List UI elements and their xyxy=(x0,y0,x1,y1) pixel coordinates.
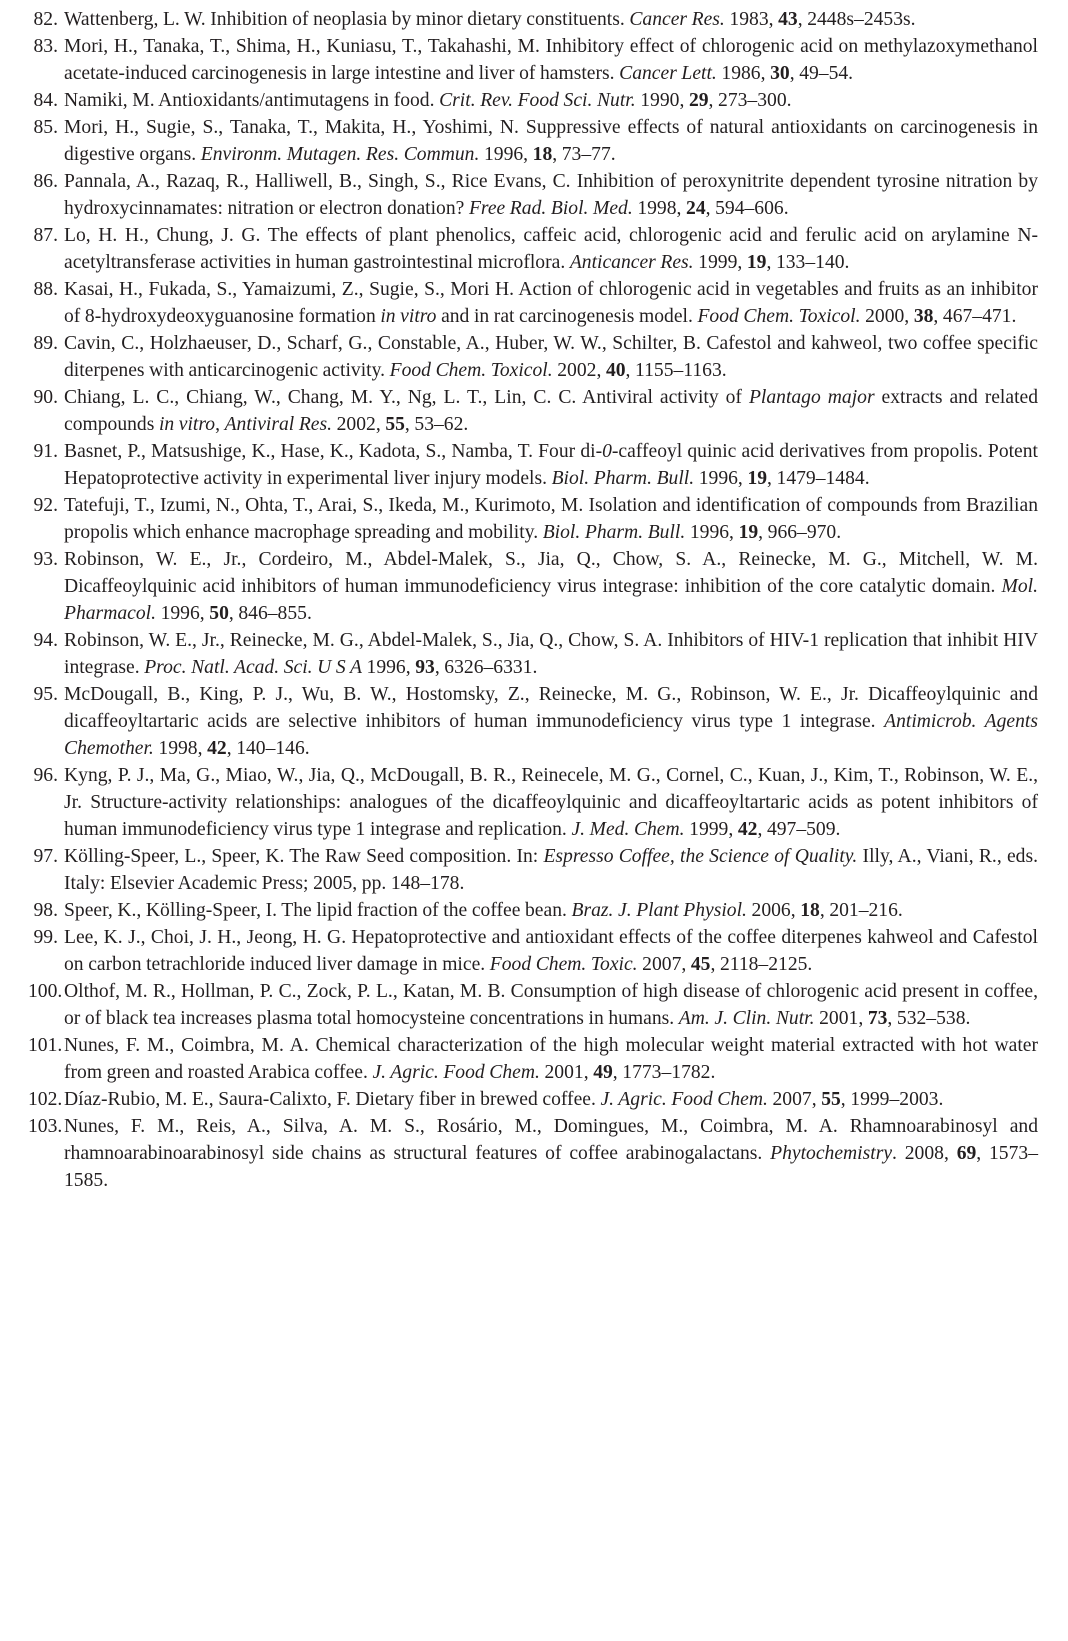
reference-number: 86. xyxy=(33,171,58,192)
reference-segment: 1996, xyxy=(155,603,210,624)
reference-italic-segment: Antimicrob. Agents Chemother. xyxy=(64,711,1038,759)
reference-italic-segment: in vitro xyxy=(158,414,216,435)
reference-text xyxy=(64,1113,1038,1194)
reference-italic-segment: Anticancer Res. xyxy=(569,252,694,273)
reference-item xyxy=(28,924,1038,978)
reference-segment: 1998, xyxy=(153,738,208,759)
reference-item xyxy=(28,897,1038,924)
reference-item xyxy=(28,384,1038,438)
reference-segment: , 846–855. xyxy=(228,603,312,624)
reference-item xyxy=(28,1086,1038,1113)
reference-item xyxy=(28,222,1038,276)
reference-volume: 19 xyxy=(746,252,767,273)
reference-segment: , 497–509. xyxy=(757,819,841,840)
reference-number: 92. xyxy=(33,495,58,516)
reference-segment: 2006, xyxy=(746,900,801,921)
reference-number: 102. xyxy=(28,1089,63,1110)
reference-number: 99. xyxy=(33,927,58,948)
reference-item xyxy=(28,627,1038,681)
reference-text xyxy=(64,546,1038,627)
reference-italic-segment: Cancer Lett. xyxy=(619,63,717,84)
reference-number: 89. xyxy=(33,333,58,354)
reference-segment: , 594–606. xyxy=(705,198,789,219)
reference-volume: 19 xyxy=(738,522,759,543)
reference-italic-segment: Environm. Mutagen. Res. Commun. xyxy=(200,144,480,165)
reference-number: 90. xyxy=(33,387,58,408)
reference-volume: 49 xyxy=(593,1062,613,1083)
reference-segment: Kyng, P. J., Ma, G., Miao, W., Jia, Q., McDougall, B. R., Reinecele, M. G., Cornel, C., Kuan, J., Kim, T., Robinson, W. E., Jr. Structure-activity relationships: analogues of the dicaffeoylquinic and dicaffeoyltartaric acids as potent inhibitors of human immunodeficiency virus type 1 integrase and replication. xyxy=(64,765,1038,840)
reference-italic-segment: Crit. Rev. Food Sci. Nutr. xyxy=(439,90,636,111)
reference-text xyxy=(64,87,1038,114)
reference-number: 91. xyxy=(33,441,58,462)
reference-list xyxy=(28,6,1038,1194)
reference-italic-segment: Food Chem. Toxicol. xyxy=(697,306,861,327)
reference-text xyxy=(64,1032,1038,1086)
reference-volume: 42 xyxy=(737,819,758,840)
reference-segment: 1998, xyxy=(632,198,687,219)
reference-text xyxy=(64,276,1038,330)
reference-segment: 1996, xyxy=(361,657,416,678)
reference-volume: 19 xyxy=(747,468,768,489)
reference-number: 96. xyxy=(33,765,58,786)
reference-segment: 2000, xyxy=(860,306,914,327)
reference-text xyxy=(64,681,1038,762)
reference-text xyxy=(64,627,1038,681)
reference-text xyxy=(64,897,1038,924)
reference-volume: 42 xyxy=(207,738,227,759)
reference-segment: 2001, xyxy=(539,1062,594,1083)
reference-segment: , 73–77. xyxy=(552,144,616,165)
reference-segment: Kölling-Speer, L., Speer, K. The Raw Seed composition. In: xyxy=(64,846,544,867)
reference-text xyxy=(64,33,1038,87)
reference-segment: , 140–146. xyxy=(226,738,310,759)
reference-segment: 1996, xyxy=(694,468,748,489)
reference-segment: , 201–216. xyxy=(819,900,903,921)
reference-segment: , 2118–2125. xyxy=(710,954,813,975)
reference-volume: 55 xyxy=(821,1089,841,1110)
reference-segment: Nunes, F. M., Coimbra, M. A. Chemical characterization of the high molecular weight material extracted with hot water from green and roasted Arabica coffee. xyxy=(64,1035,1038,1083)
reference-segment: 1996, xyxy=(685,522,739,543)
reference-segment: 2001, xyxy=(814,1008,868,1029)
reference-number: 97. xyxy=(33,846,58,867)
reference-italic-segment: Cancer Res. xyxy=(629,9,725,30)
reference-number: 95. xyxy=(33,684,58,705)
reference-segment: , 966–970. xyxy=(758,522,842,543)
reference-volume: 18 xyxy=(800,900,820,921)
reference-volume: 69 xyxy=(956,1143,977,1164)
reference-volume: 43 xyxy=(778,9,798,30)
reference-item xyxy=(28,762,1038,843)
reference-text xyxy=(64,492,1038,546)
reference-volume: 38 xyxy=(913,306,934,327)
reference-text xyxy=(64,168,1038,222)
reference-number: 82. xyxy=(33,9,58,30)
reference-volume: 18 xyxy=(532,144,553,165)
reference-number: 85. xyxy=(33,117,58,138)
reference-text xyxy=(64,222,1038,276)
reference-segment: -caffeoyl quinic acid derivatives from propolis. Potent Hepatoprotective activity in experimental liver injury models. xyxy=(64,441,1038,489)
reference-text xyxy=(64,1086,1038,1113)
reference-segment: , 1573–1585. xyxy=(64,1143,1038,1191)
reference-volume: 73 xyxy=(867,1008,888,1029)
reference-text xyxy=(64,438,1038,492)
reference-number: 103. xyxy=(28,1116,63,1137)
reference-segment: Basnet, P., Matsushige, K., Hase, K., Kadota, S., Namba, T. Four di- xyxy=(64,441,603,462)
reference-segment: and in rat carcinogenesis model. xyxy=(436,306,698,327)
reference-item xyxy=(28,168,1038,222)
reference-volume: 24 xyxy=(686,198,706,219)
reference-volume: 45 xyxy=(690,954,711,975)
reference-italic-segment: Free Rad. Biol. Med. xyxy=(468,198,633,219)
reference-segment: 1999, xyxy=(684,819,738,840)
reference-text xyxy=(64,384,1038,438)
reference-segment: 2007, xyxy=(767,1089,822,1110)
reference-segment: , 49–54. xyxy=(789,63,854,84)
reference-volume: 29 xyxy=(688,90,709,111)
reference-segment: Cavin, C., Holzhaeuser, D., Scharf, G., Constable, A., Huber, W. W., Schilter, B. Cafestol and kahweol, two coffee specific diterpenes with anticarcinogenic activity. xyxy=(64,333,1038,381)
reference-segment: Speer, K., Kölling-Speer, I. The lipid fraction of the coffee bean. xyxy=(64,900,572,921)
reference-italic-segment: Espresso Coffee, the Science of Quality. xyxy=(543,846,858,867)
reference-italic-segment: Biol. Pharm. Bull. xyxy=(551,468,695,489)
reference-italic-segment: 0 xyxy=(602,441,612,462)
reference-italic-segment: in vitro xyxy=(380,306,437,327)
reference-number: 94. xyxy=(33,630,58,651)
reference-italic-segment: Braz. J. Plant Physiol. xyxy=(571,900,747,921)
reference-number: 87. xyxy=(33,225,58,246)
reference-segment: 1983, xyxy=(724,9,779,30)
reference-segment: Lee, K. J., Choi, J. H., Jeong, H. G. Hepatoprotective and antioxidant effects of the coffee diterpenes kahweol and Cafestol on carbon tetrachloride induced liver damage in mice. xyxy=(64,927,1038,975)
reference-segment: Illy, A., Viani, R., eds. Italy: Elsevier Academic Press; 2005, pp. 148–178. xyxy=(64,846,1038,894)
reference-item xyxy=(28,1032,1038,1086)
reference-italic-segment: Food Chem. Toxicol. xyxy=(389,360,553,381)
reference-italic-segment: Food Chem. Toxic. xyxy=(489,954,638,975)
reference-italic-segment: J. Agric. Food Chem. xyxy=(372,1062,540,1083)
reference-segment: , 53–62. xyxy=(404,414,469,435)
reference-segment: Díaz-Rubio, M. E., Saura-Calixto, F. Dietary fiber in brewed coffee. xyxy=(64,1089,601,1110)
reference-italic-segment: Proc. Natl. Acad. Sci. U S A xyxy=(144,657,362,678)
reference-number: 83. xyxy=(33,36,58,57)
reference-segment: 1990, xyxy=(635,90,689,111)
reference-italic-segment: Antiviral Res. xyxy=(224,414,333,435)
reference-text xyxy=(64,6,1038,33)
reference-segment: Kasai, H., Fukada, S., Yamaizumi, Z., Sugie, S., Mori H. Action of chlorogenic acid in vegetables and fruits as an inhibitor of 8-hydroxydeoxyguanosine formation xyxy=(64,279,1038,327)
reference-segment: , 1773–1782. xyxy=(612,1062,716,1083)
reference-segment: Nunes, F. M., Reis, A., Silva, A. M. S., Rosário, M., Domingues, M., Coimbra, M. A. Rhamnoarabinosyl and rhamnoarabinoarabinosyl side chains as structural features of coffee arabinogalactans. xyxy=(64,1116,1038,1164)
reference-segment: Tatefuji, T., Izumi, N., Ohta, T., Arai, S., Ikeda, M., Kurimoto, M. Isolation and identification of compounds from Brazilian propolis which enhance macrophage spreading and mobility. xyxy=(64,495,1038,543)
reference-text xyxy=(64,330,1038,384)
reference-segment: , 6326–6331. xyxy=(434,657,538,678)
reference-segment: Pannala, A., Razaq, R., Halliwell, B., Singh, S., Rice Evans, C. Inhibition of peroxynitrite dependent tyrosine nitration by hydroxycinnamates: nitration or electron donation? xyxy=(64,171,1038,219)
reference-text xyxy=(64,924,1038,978)
reference-segment: 2007, xyxy=(637,954,691,975)
reference-segment: 1999, xyxy=(693,252,747,273)
reference-segment: Robinson, W. E., Jr., Cordeiro, M., Abdel-Malek, S., Jia, Q., Chow, S. A., Reinecke, M. G., Mitchell, W. M. Dicaffeoylquinic acid inhibitors of human immunodeficiency virus integrase: inhibition of the core catalytic domain. xyxy=(64,549,1038,597)
reference-volume: 30 xyxy=(770,63,790,84)
reference-italic-segment: J. Med. Chem. xyxy=(571,819,685,840)
reference-volume: 93 xyxy=(415,657,435,678)
reference-item xyxy=(28,492,1038,546)
reference-text xyxy=(64,762,1038,843)
reference-segment: Olthof, M. R., Hollman, P. C., Zock, P. L., Katan, M. B. Consumption of high disease of chlorogenic acid present in coffee, or of black tea increases plasma total homocysteine concentrations in humans. xyxy=(64,981,1038,1029)
reference-segment: Robinson, W. E., Jr., Reinecke, M. G., Abdel-Malek, S., Jia, Q., Chow, S. A. Inhibitors of HIV-1 replication that inhibit HIV integrase. xyxy=(64,630,1038,678)
reference-italic-segment: J. Agric. Food Chem. xyxy=(600,1089,768,1110)
reference-volume: 50 xyxy=(209,603,229,624)
reference-segment: Mori, H., Sugie, S., Tanaka, T., Makita, H., Yoshimi, N. Suppressive effects of natural antioxidants on carcinogenesis in digestive organs. xyxy=(64,117,1038,165)
reference-volume: 55 xyxy=(385,414,405,435)
reference-item xyxy=(28,330,1038,384)
reference-item xyxy=(28,1113,1038,1194)
reference-volume: 40 xyxy=(605,360,626,381)
reference-segment: , 467–471. xyxy=(933,306,1017,327)
reference-segment: 2002, xyxy=(332,414,386,435)
reference-segment: Wattenberg, L. W. Inhibition of neoplasia by minor dietary constituents. xyxy=(64,9,630,30)
reference-segment: , 133–140. xyxy=(766,252,850,273)
reference-segment: Mori, H., Tanaka, T., Shima, H., Kuniasu, T., Takahashi, M. Inhibitory effect of chlorogenic acid on methylazoxymethanol acetate-induced carcinogenesis in large intestine and liver of hamsters. xyxy=(64,36,1038,84)
reference-segment: Chiang, L. C., Chiang, W., Chang, M. Y., Ng, L. T., Lin, C. C. Antiviral activity of xyxy=(64,387,749,408)
reference-item xyxy=(28,438,1038,492)
reference-segment: Namiki, M. Antioxidants/antimutagens in food. xyxy=(64,90,440,111)
reference-item xyxy=(28,276,1038,330)
reference-number: 101. xyxy=(28,1035,63,1056)
reference-text xyxy=(64,843,1038,897)
reference-segment: , 1479–1484. xyxy=(767,468,870,489)
reference-number: 100. xyxy=(28,981,63,1002)
reference-item xyxy=(28,33,1038,87)
reference-segment: extracts and related compounds xyxy=(64,387,1039,435)
reference-italic-segment: Biol. Pharm. Bull. xyxy=(542,522,686,543)
reference-item xyxy=(28,114,1038,168)
reference-text xyxy=(64,114,1038,168)
reference-text xyxy=(64,978,1038,1032)
reference-italic-segment: Phytochemistry xyxy=(770,1143,893,1164)
reference-segment: , 1999–2003. xyxy=(840,1089,944,1110)
reference-segment: 1996, xyxy=(479,144,533,165)
reference-segment: , 2448s–2453s. xyxy=(797,9,916,30)
reference-italic-segment: Am. J. Clin. Nutr. xyxy=(678,1008,815,1029)
reference-number: 88. xyxy=(33,279,58,300)
reference-italic-segment: Mol. Pharmacol. xyxy=(64,576,1038,624)
reference-segment: , 1155–1163. xyxy=(625,360,727,381)
reference-segment: McDougall, B., King, P. J., Wu, B. W., Hostomsky, Z., Reinecke, M. G., Robinson, W. E., Jr. Dicaffeoylquinic and dicaffeoyltartaric acids are selective inhibitors of human immunodeficiency virus type 1 integrase. xyxy=(64,684,1038,732)
reference-item xyxy=(28,87,1038,114)
reference-item xyxy=(28,546,1038,627)
reference-segment: 2002, xyxy=(552,360,606,381)
reference-item xyxy=(28,681,1038,762)
reference-segment: 1986, xyxy=(716,63,771,84)
reference-number: 84. xyxy=(33,90,58,111)
reference-item xyxy=(28,978,1038,1032)
reference-number: 93. xyxy=(33,549,58,570)
reference-number: 98. xyxy=(33,900,58,921)
reference-item xyxy=(28,843,1038,897)
reference-segment: Lo, H. H., Chung, J. G. The effects of plant phenolics, caffeic acid, chlorogenic acid and ferulic acid on arylamine N-acetyltransferase activities in human gastrointestinal microflora. xyxy=(64,225,1038,273)
reference-italic-segment: Plantago major xyxy=(748,387,875,408)
reference-item xyxy=(28,6,1038,33)
reference-segment: , 532–538. xyxy=(887,1008,971,1029)
reference-segment: , 273–300. xyxy=(708,90,792,111)
reference-segment: . 2008, xyxy=(892,1143,957,1164)
reference-segment: , xyxy=(215,414,225,435)
